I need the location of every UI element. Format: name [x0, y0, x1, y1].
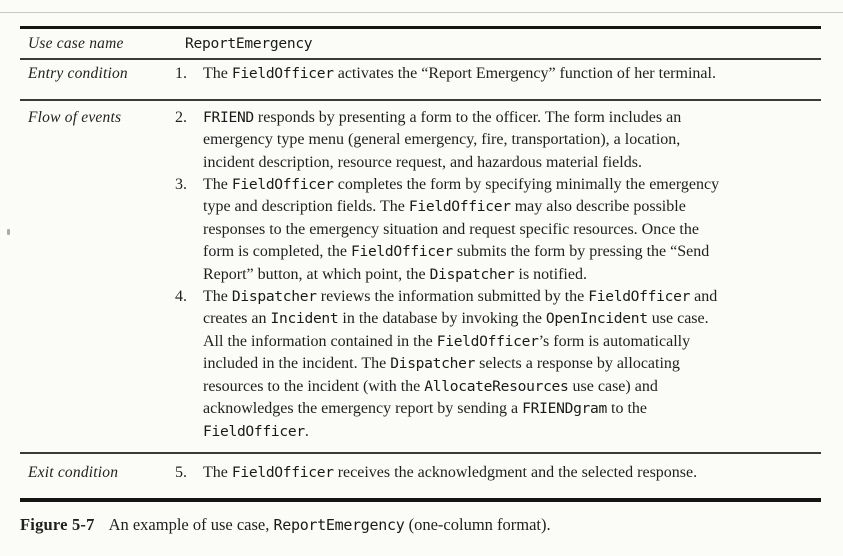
text-line — [203, 107, 821, 129]
text-line — [203, 376, 821, 398]
entry-number: 2. — [175, 108, 187, 126]
text-run: included in the incident. The — [203, 355, 391, 373]
entry-number — [175, 33, 185, 55]
figure-caption-text — [109, 515, 551, 534]
code-run: FieldOfficer — [231, 176, 334, 194]
code-run: ReportEmergency — [273, 516, 405, 534]
text-run: reviews the information submitted by the — [316, 288, 589, 306]
code-run: FieldOfficer — [350, 243, 453, 261]
text-run: use case. — [647, 310, 709, 328]
text-line — [185, 33, 821, 55]
text-line — [203, 152, 821, 174]
text-run: form is completed, the — [203, 243, 351, 261]
text-line — [203, 286, 821, 308]
list-entry — [175, 286, 821, 443]
text-run: creates an — [203, 310, 271, 328]
text-line — [203, 219, 821, 241]
use-case-table — [20, 26, 821, 502]
text-run: An example of use case, — [108, 515, 274, 534]
row-content — [175, 462, 821, 484]
code-run: Dispatcher — [429, 265, 515, 283]
text-run: type and description fields. The — [203, 198, 409, 216]
table-row-entry-condition — [20, 58, 821, 98]
text-run: receives the acknowledgment and the selected response. — [333, 463, 698, 481]
code-run: Incident — [270, 310, 339, 328]
code-run: FRIEND — [203, 108, 254, 126]
entry-lines — [185, 33, 821, 55]
scan-speck — [7, 229, 10, 235]
text-run: The — [203, 463, 232, 481]
row-label: Use case name — [28, 35, 124, 52]
text-run: Report” button, at which point, the — [203, 265, 430, 283]
text-run: and — [690, 288, 718, 306]
text-run: (one-column format). — [404, 515, 551, 534]
code-run: OpenIncident — [545, 310, 648, 328]
list-entry — [175, 107, 821, 174]
scan-edge-line — [0, 12, 843, 13]
text-line — [203, 421, 821, 443]
text-run: activates the “Report Emergency” function of her terminal. — [333, 65, 716, 83]
text-run: acknowledges the emergency report by sending a — [203, 400, 523, 418]
text-run: in the database by invoking the — [338, 310, 546, 328]
text-run: responds by presenting a form to the officer. The form includes an — [253, 108, 682, 126]
text-run: The — [203, 65, 232, 83]
list-entry — [175, 63, 821, 85]
text-line — [203, 398, 821, 420]
entry-lines — [203, 63, 821, 85]
text-line — [203, 196, 821, 218]
text-run: The — [203, 176, 232, 194]
entry-number: 3. — [175, 176, 187, 194]
entry-number: 4. — [175, 288, 187, 306]
entry-lines — [203, 107, 821, 174]
text-line — [203, 264, 821, 286]
text-run: . — [304, 422, 309, 440]
row-label: Flow of events — [28, 108, 122, 126]
text-run: incident description, resource request, and hazardous material fields. — [203, 153, 642, 171]
text-run: may also describe possible — [510, 198, 686, 216]
text-run: is notified. — [514, 265, 587, 283]
text-run: emergency type menu (general emergency, fire, transportation), a location, — [203, 131, 681, 149]
table-row-exit-condition — [20, 452, 821, 498]
code-run: FieldOfficer — [231, 463, 334, 481]
text-run: completes the form by specifying minimally the emergency — [333, 176, 720, 194]
text-line — [203, 129, 821, 151]
entry-lines — [203, 286, 821, 443]
row-content — [175, 107, 821, 443]
text-run: ’s form is automatically — [538, 332, 691, 350]
code-run: FieldOfficer — [408, 198, 511, 216]
list-entry — [175, 33, 821, 55]
code-run: FieldOfficer — [203, 422, 305, 440]
entry-number: 5. — [175, 463, 187, 481]
text-line — [203, 241, 821, 263]
figure-number-label: Figure 5-7 — [20, 515, 95, 534]
entry-lines — [203, 174, 821, 286]
code-run: AllocateResources — [424, 377, 569, 395]
text-run: to the — [607, 400, 648, 418]
code-run: Dispatcher — [390, 355, 476, 373]
row-content — [175, 33, 821, 55]
row-label: Entry condition — [28, 65, 128, 83]
text-run: use case) and — [568, 377, 658, 395]
entry-lines — [203, 462, 821, 484]
text-run: selects a response by allocating — [475, 355, 680, 373]
text-run: resources to the incident (with the — [203, 377, 425, 395]
text-run: submits the form by pressing the “Send — [452, 243, 710, 261]
text-line — [203, 353, 821, 375]
list-entry — [175, 462, 821, 484]
table-row-flow-of-events — [20, 99, 821, 452]
text-line — [203, 331, 821, 353]
text-line — [203, 462, 821, 484]
code-run: FieldOfficer — [436, 332, 539, 350]
text-line — [203, 63, 821, 85]
figure-caption — [20, 514, 820, 536]
code-run: FRIENDgram — [522, 400, 608, 418]
entry-number: 1. — [175, 65, 187, 83]
text-run: The — [203, 288, 232, 306]
row-content — [175, 63, 821, 85]
row-label: Exit condition — [28, 463, 119, 481]
code-run: Dispatcher — [231, 288, 317, 306]
text-run: responses to the emergency situation and request specific resources. Once the — [203, 220, 699, 238]
code-run: ReportEmergency — [185, 35, 313, 52]
list-entry — [175, 174, 821, 286]
code-run: FieldOfficer — [231, 65, 334, 83]
text-line — [203, 174, 821, 196]
text-line — [203, 308, 821, 330]
table-row-use-case-name — [20, 29, 821, 58]
text-run: All the information contained in the — [203, 332, 437, 350]
code-run: FieldOfficer — [588, 288, 691, 306]
